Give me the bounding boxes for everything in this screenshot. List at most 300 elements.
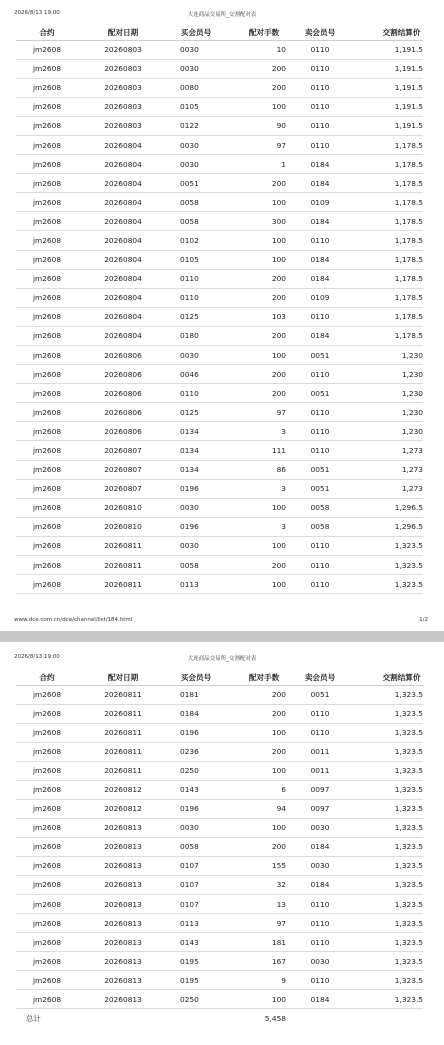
table-row: [16, 326, 423, 345]
lots-cell: 181: [224, 933, 286, 952]
table-row: [16, 403, 423, 422]
lots-cell: 100: [224, 575, 286, 594]
table-row: [16, 78, 423, 97]
match-date-cell: 20260806: [78, 403, 168, 422]
page-number: 1/2: [419, 617, 428, 623]
seller-member-cell: 0110: [286, 536, 354, 555]
seller-member-cell: 0051: [286, 479, 354, 498]
buyer-member-cell: 0181: [168, 685, 224, 704]
table-row: [16, 723, 423, 742]
settlement-price-cell: 1,323.5: [354, 536, 423, 555]
table-row: [16, 837, 423, 856]
contract-cell: jm2608: [16, 685, 78, 704]
match-date-cell: 20260813: [78, 837, 168, 856]
lots-cell: 3: [224, 422, 286, 441]
column-header-seller-member: 卖会员号: [286, 26, 354, 40]
page-header: [0, 654, 444, 666]
match-date-cell: 20260813: [78, 933, 168, 952]
settlement-price-cell: 1,178.5: [354, 155, 423, 174]
contract-cell: jm2608: [16, 780, 78, 799]
lots-cell: 90: [224, 116, 286, 135]
match-date-cell: 20260804: [78, 231, 168, 250]
match-date-cell: 20260807: [78, 460, 168, 479]
seller-member-cell: 0030: [286, 952, 354, 971]
contract-cell: jm2608: [16, 250, 78, 269]
seller-member-cell: 0184: [286, 269, 354, 288]
seller-member-cell: 0051: [286, 460, 354, 479]
match-date-cell: 20260810: [78, 517, 168, 536]
settlement-price-cell: 1,191.5: [354, 59, 423, 78]
page-header: [0, 10, 444, 22]
settlement-price-cell: 1,178.5: [354, 288, 423, 307]
match-date-cell: 20260811: [78, 704, 168, 723]
settlement-price-cell: 1,191.5: [354, 78, 423, 97]
table-row: [16, 895, 423, 914]
lots-cell: 3: [224, 517, 286, 536]
seller-member-cell: 0097: [286, 799, 354, 818]
contract-cell: jm2608: [16, 288, 78, 307]
table-row: [16, 288, 423, 307]
contract-cell: jm2608: [16, 498, 78, 517]
contract-cell: jm2608: [16, 78, 78, 97]
buyer-member-cell: 0030: [168, 498, 224, 517]
lots-cell: 100: [224, 536, 286, 555]
match-date-cell: 20260811: [78, 556, 168, 575]
seller-member-cell: 0184: [286, 250, 354, 269]
buyer-member-cell: 0105: [168, 97, 224, 116]
table-row: [16, 269, 423, 288]
buyer-member-cell: 0030: [168, 155, 224, 174]
buyer-member-cell: 0030: [168, 818, 224, 837]
match-date-cell: 20260804: [78, 155, 168, 174]
match-date-cell: 20260811: [78, 742, 168, 761]
contract-cell: jm2608: [16, 818, 78, 837]
buyer-member-cell: 0113: [168, 575, 224, 594]
settlement-price-cell: 1,323.5: [354, 875, 423, 894]
settlement-price-cell: 1,296.5: [354, 498, 423, 517]
contract-cell: jm2608: [16, 155, 78, 174]
table-row: [16, 799, 423, 818]
lots-cell: 100: [224, 761, 286, 780]
match-date-cell: 20260803: [78, 59, 168, 78]
buyer-member-cell: 0105: [168, 250, 224, 269]
column-header-buyer-member: 买会员号: [168, 671, 224, 685]
settlement-price-cell: 1,178.5: [354, 231, 423, 250]
column-header-settlement-price: 交割结算价: [354, 671, 423, 685]
contract-cell: jm2608: [16, 212, 78, 231]
seller-member-cell: 0051: [286, 685, 354, 704]
table-row: [16, 155, 423, 174]
seller-member-cell: 0184: [286, 837, 354, 856]
table-body: [16, 685, 423, 1009]
total-value: 5,458: [264, 1014, 286, 1024]
settlement-price-cell: 1,323.5: [354, 952, 423, 971]
contract-cell: jm2608: [16, 875, 78, 894]
buyer-member-cell: 0030: [168, 536, 224, 555]
settlement-price-cell: 1,178.5: [354, 193, 423, 212]
contract-cell: jm2608: [16, 704, 78, 723]
lots-cell: 200: [224, 269, 286, 288]
contract-cell: jm2608: [16, 307, 78, 326]
table-row: [16, 685, 423, 704]
settlement-price-cell: 1,191.5: [354, 97, 423, 116]
contract-cell: jm2608: [16, 365, 78, 384]
seller-member-cell: 0184: [286, 212, 354, 231]
table-row: [16, 441, 423, 460]
total-empty-cell: [354, 1009, 423, 1028]
lots-cell: 200: [224, 384, 286, 403]
settlement-price-cell: 1,323.5: [354, 761, 423, 780]
buyer-member-cell: 0134: [168, 460, 224, 479]
lots-cell: 10: [224, 40, 286, 59]
contract-cell: jm2608: [16, 422, 78, 441]
table-row: [16, 914, 423, 933]
match-date-cell: 20260812: [78, 780, 168, 799]
settlement-price-cell: 1,230: [354, 346, 423, 365]
table-row: [16, 556, 423, 575]
settlement-price-cell: 1,230: [354, 384, 423, 403]
table-row: [16, 536, 423, 555]
contract-cell: jm2608: [16, 326, 78, 345]
seller-member-cell: 0110: [286, 895, 354, 914]
match-date-cell: 20260807: [78, 441, 168, 460]
seller-member-cell: 0109: [286, 193, 354, 212]
lots-cell: 100: [224, 818, 286, 837]
settlement-price-cell: 1,323.5: [354, 723, 423, 742]
lots-cell: 200: [224, 685, 286, 704]
seller-member-cell: 0110: [286, 97, 354, 116]
table-row: [16, 365, 423, 384]
buyer-member-cell: 0110: [168, 288, 224, 307]
source-url: www.dce.com.cn/dce/channel/list/184.html: [14, 617, 133, 623]
match-date-cell: 20260810: [78, 498, 168, 517]
settlement-price-cell: 1,323.5: [354, 685, 423, 704]
match-date-cell: 20260804: [78, 212, 168, 231]
table-row: [16, 856, 423, 875]
settlement-price-cell: 1,178.5: [354, 250, 423, 269]
contract-cell: jm2608: [16, 856, 78, 875]
buyer-member-cell: 0058: [168, 556, 224, 575]
lots-cell: 200: [224, 174, 286, 193]
table-row: [16, 193, 423, 212]
column-header-contract: 合约: [16, 26, 78, 40]
buyer-member-cell: 0125: [168, 403, 224, 422]
contract-cell: jm2608: [16, 193, 78, 212]
table-row: [16, 742, 423, 761]
match-date-cell: 20260804: [78, 135, 168, 154]
contract-cell: jm2608: [16, 723, 78, 742]
lots-cell: 200: [224, 288, 286, 307]
match-date-cell: 20260803: [78, 40, 168, 59]
settlement-price-cell: 1,323.5: [354, 895, 423, 914]
contract-cell: jm2608: [16, 384, 78, 403]
table-row: [16, 135, 423, 154]
contract-cell: jm2608: [16, 575, 78, 594]
buyer-member-cell: 0196: [168, 517, 224, 536]
buyer-member-cell: 0058: [168, 837, 224, 856]
match-date-cell: 20260803: [78, 78, 168, 97]
seller-member-cell: 0051: [286, 384, 354, 403]
contract-cell: jm2608: [16, 933, 78, 952]
contract-cell: jm2608: [16, 441, 78, 460]
seller-member-cell: 0110: [286, 59, 354, 78]
lots-cell: 200: [224, 326, 286, 345]
table-row: [16, 59, 423, 78]
settlement-price-cell: 1,323.5: [354, 933, 423, 952]
match-date-cell: 20260813: [78, 875, 168, 894]
buyer-member-cell: 0195: [168, 952, 224, 971]
table-row: [16, 990, 423, 1009]
buyer-member-cell: 0030: [168, 40, 224, 59]
lots-cell: 100: [224, 193, 286, 212]
match-date-cell: 20260813: [78, 914, 168, 933]
seller-member-cell: 0110: [286, 116, 354, 135]
buyer-member-cell: 0143: [168, 933, 224, 952]
table-row: [16, 498, 423, 517]
contract-cell: jm2608: [16, 517, 78, 536]
table-row: [16, 307, 423, 326]
buyer-member-cell: 0196: [168, 723, 224, 742]
buyer-member-cell: 0107: [168, 875, 224, 894]
lots-cell: 3: [224, 479, 286, 498]
buyer-member-cell: 0058: [168, 212, 224, 231]
table-row: [16, 952, 423, 971]
settlement-price-cell: 1,323.5: [354, 837, 423, 856]
total-label: 总计: [26, 1014, 41, 1024]
print-timestamp: 2026/8/13 19:00: [14, 654, 60, 660]
buyer-member-cell: 0180: [168, 326, 224, 345]
buyer-member-cell: 0110: [168, 384, 224, 403]
seller-member-cell: 0184: [286, 326, 354, 345]
lots-cell: 86: [224, 460, 286, 479]
delivery-matching-table: [16, 26, 423, 594]
contract-cell: jm2608: [16, 460, 78, 479]
seller-member-cell: 0030: [286, 818, 354, 837]
seller-member-cell: 0011: [286, 761, 354, 780]
seller-member-cell: 0110: [286, 40, 354, 59]
seller-member-cell: 0110: [286, 704, 354, 723]
table-row: [16, 933, 423, 952]
buyer-member-cell: 0107: [168, 895, 224, 914]
lots-cell: 300: [224, 212, 286, 231]
table-row: [16, 231, 423, 250]
buyer-member-cell: 0102: [168, 231, 224, 250]
contract-cell: jm2608: [16, 536, 78, 555]
lots-cell: 97: [224, 403, 286, 422]
lots-cell: 100: [224, 498, 286, 517]
seller-member-cell: 0184: [286, 155, 354, 174]
match-date-cell: 20260813: [78, 818, 168, 837]
settlement-price-cell: 1,273: [354, 479, 423, 498]
column-header-lots: 配对手数: [224, 26, 286, 40]
settlement-price-cell: 1,323.5: [354, 856, 423, 875]
seller-member-cell: 0110: [286, 365, 354, 384]
match-date-cell: 20260806: [78, 384, 168, 403]
buyer-member-cell: 0030: [168, 59, 224, 78]
settlement-price-cell: 1,273: [354, 460, 423, 479]
lots-cell: 9: [224, 971, 286, 990]
contract-cell: jm2608: [16, 231, 78, 250]
match-date-cell: 20260813: [78, 895, 168, 914]
table-header-row: [16, 671, 423, 685]
column-header-seller-member: 卖会员号: [286, 671, 354, 685]
lots-cell: 94: [224, 799, 286, 818]
match-date-cell: 20260806: [78, 422, 168, 441]
column-header-settlement-price: 交割结算价: [354, 26, 423, 40]
lots-cell: 200: [224, 59, 286, 78]
settlement-price-cell: 1,178.5: [354, 307, 423, 326]
settlement-price-cell: 1,178.5: [354, 212, 423, 231]
contract-cell: jm2608: [16, 116, 78, 135]
contract-cell: jm2608: [16, 269, 78, 288]
seller-member-cell: 0184: [286, 990, 354, 1009]
lots-cell: 97: [224, 914, 286, 933]
settlement-price-cell: 1,323.5: [354, 971, 423, 990]
settlement-price-cell: 1,323.5: [354, 704, 423, 723]
buyer-member-cell: 0051: [168, 174, 224, 193]
table-row: [16, 479, 423, 498]
match-date-cell: 20260811: [78, 536, 168, 555]
contract-cell: jm2608: [16, 742, 78, 761]
buyer-member-cell: 0134: [168, 441, 224, 460]
column-header-lots: 配对手数: [224, 671, 286, 685]
table-header-row: [16, 26, 423, 40]
lots-cell: 100: [224, 97, 286, 116]
buyer-member-cell: 0250: [168, 990, 224, 1009]
settlement-price-cell: 1,191.5: [354, 40, 423, 59]
contract-cell: jm2608: [16, 346, 78, 365]
buyer-member-cell: 0030: [168, 135, 224, 154]
lots-cell: 103: [224, 307, 286, 326]
seller-member-cell: 0097: [286, 780, 354, 799]
page-separator: [0, 631, 444, 642]
lots-cell: 200: [224, 837, 286, 856]
seller-member-cell: 0110: [286, 135, 354, 154]
buyer-member-cell: 0058: [168, 193, 224, 212]
contract-cell: jm2608: [16, 40, 78, 59]
match-date-cell: 20260804: [78, 307, 168, 326]
buyer-member-cell: 0196: [168, 799, 224, 818]
settlement-price-cell: 1,323.5: [354, 742, 423, 761]
seller-member-cell: 0051: [286, 346, 354, 365]
table-row: [16, 517, 423, 536]
seller-member-cell: 0184: [286, 174, 354, 193]
lots-cell: 100: [224, 250, 286, 269]
total-row: [16, 1009, 423, 1028]
table-row: [16, 174, 423, 193]
settlement-price-cell: 1,230: [354, 403, 423, 422]
match-date-cell: 20260811: [78, 685, 168, 704]
settlement-price-cell: 1,178.5: [354, 174, 423, 193]
seller-member-cell: 0110: [286, 723, 354, 742]
buyer-member-cell: 0107: [168, 856, 224, 875]
settlement-price-cell: 1,323.5: [354, 818, 423, 837]
seller-member-cell: 0110: [286, 78, 354, 97]
settlement-price-cell: 1,323.5: [354, 575, 423, 594]
settlement-price-cell: 1,178.5: [354, 269, 423, 288]
buyer-member-cell: 0196: [168, 479, 224, 498]
table-row: [16, 704, 423, 723]
table-row: [16, 761, 423, 780]
match-date-cell: 20260813: [78, 952, 168, 971]
buyer-member-cell: 0143: [168, 780, 224, 799]
lots-cell: 200: [224, 742, 286, 761]
contract-cell: jm2608: [16, 914, 78, 933]
lots-cell: 100: [224, 990, 286, 1009]
contract-cell: jm2608: [16, 59, 78, 78]
contract-cell: jm2608: [16, 97, 78, 116]
lots-cell: 200: [224, 365, 286, 384]
lots-cell: 100: [224, 346, 286, 365]
buyer-member-cell: 0110: [168, 269, 224, 288]
table-row: [16, 971, 423, 990]
buyer-member-cell: 0250: [168, 761, 224, 780]
table-row: [16, 346, 423, 365]
match-date-cell: 20260813: [78, 856, 168, 875]
match-date-cell: 20260811: [78, 761, 168, 780]
lots-cell: 167: [224, 952, 286, 971]
contract-cell: jm2608: [16, 135, 78, 154]
match-date-cell: 20260804: [78, 269, 168, 288]
match-date-cell: 20260804: [78, 174, 168, 193]
contract-cell: jm2608: [16, 990, 78, 1009]
match-date-cell: 20260804: [78, 288, 168, 307]
settlement-price-cell: 1,178.5: [354, 135, 423, 154]
seller-member-cell: 0110: [286, 441, 354, 460]
table-row: [16, 780, 423, 799]
seller-member-cell: 0110: [286, 307, 354, 326]
lots-cell: 200: [224, 556, 286, 575]
lots-cell: 6: [224, 780, 286, 799]
settlement-price-cell: 1,273: [354, 441, 423, 460]
table-row: [16, 212, 423, 231]
total-empty-cell: [286, 1009, 354, 1028]
seller-member-cell: 0110: [286, 403, 354, 422]
match-date-cell: 20260804: [78, 193, 168, 212]
seller-member-cell: 0110: [286, 556, 354, 575]
seller-member-cell: 0030: [286, 856, 354, 875]
column-header-contract: 合约: [16, 671, 78, 685]
print-page-2: [0, 642, 444, 1045]
buyer-member-cell: 0195: [168, 971, 224, 990]
column-header-buyer-member: 买会员号: [168, 26, 224, 40]
match-date-cell: 20260807: [78, 479, 168, 498]
seller-member-cell: 0110: [286, 933, 354, 952]
seller-member-cell: 0110: [286, 422, 354, 441]
table-body: [16, 40, 423, 594]
match-date-cell: 20260811: [78, 575, 168, 594]
lots-cell: 111: [224, 441, 286, 460]
match-date-cell: 20260803: [78, 116, 168, 135]
lots-cell: 13: [224, 895, 286, 914]
table-row: [16, 97, 423, 116]
settlement-price-cell: 1,323.5: [354, 990, 423, 1009]
lots-cell: 100: [224, 723, 286, 742]
settlement-price-cell: 1,230: [354, 365, 423, 384]
table-row: [16, 250, 423, 269]
contract-cell: jm2608: [16, 761, 78, 780]
lots-cell: 200: [224, 704, 286, 723]
buyer-member-cell: 0122: [168, 116, 224, 135]
contract-cell: jm2608: [16, 799, 78, 818]
contract-cell: jm2608: [16, 837, 78, 856]
seller-member-cell: 0058: [286, 498, 354, 517]
document-title: 大连商品交易所_交割配对表: [187, 656, 257, 662]
settlement-price-cell: 1,323.5: [354, 799, 423, 818]
match-date-cell: 20260804: [78, 326, 168, 345]
lots-cell: 97: [224, 135, 286, 154]
settlement-price-cell: 1,191.5: [354, 116, 423, 135]
